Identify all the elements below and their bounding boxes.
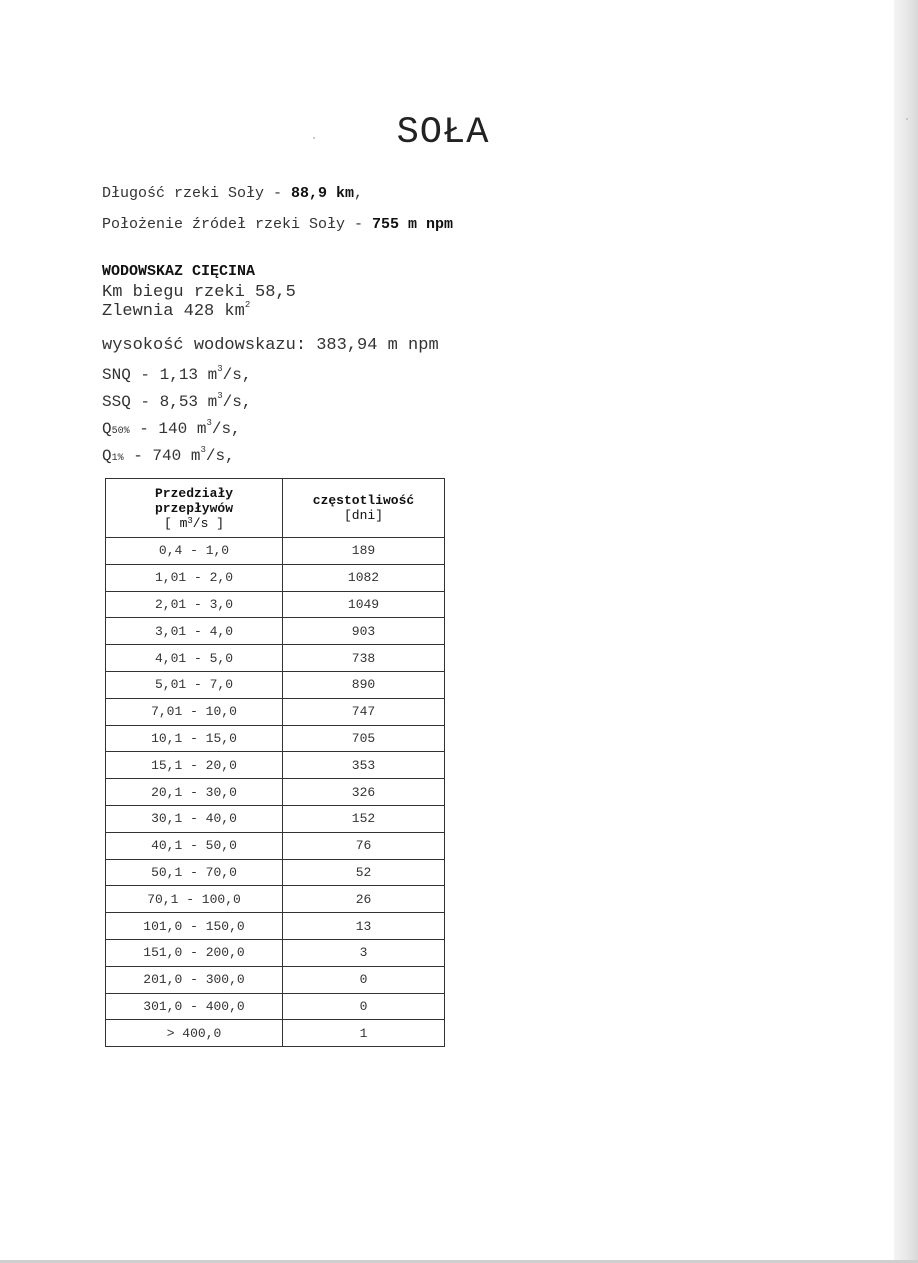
flow-name: Q bbox=[102, 447, 112, 465]
header-frequency bbox=[283, 479, 445, 538]
flow-range-cell: 70,1 - 100,0 bbox=[106, 886, 283, 913]
header-flow-ranges-line2: przepływów bbox=[154, 500, 233, 516]
frequency-cell: 326 bbox=[283, 779, 445, 806]
river-length-line bbox=[102, 185, 363, 202]
table-header-row bbox=[106, 479, 445, 538]
flow-frequency-table bbox=[105, 478, 445, 1047]
flow-line bbox=[102, 366, 251, 384]
flow-exponent: 3 bbox=[217, 364, 223, 374]
frequency-cell: 0 bbox=[283, 966, 445, 993]
flow-name: Q bbox=[102, 420, 112, 438]
header-frequency-line1: częstotliwość bbox=[312, 493, 415, 508]
frequency-cell: 1 bbox=[283, 1020, 445, 1047]
flow-subscript: 1% bbox=[111, 453, 124, 464]
flow-range-cell: 5,01 - 7,0 bbox=[106, 671, 283, 698]
flow-range-cell: 301,0 - 400,0 bbox=[106, 993, 283, 1020]
frequency-cell: 1049 bbox=[283, 591, 445, 618]
flow-range-cell: 101,0 - 150,0 bbox=[106, 913, 283, 940]
flow-range-cell: 50,1 - 70,0 bbox=[106, 859, 283, 886]
frequency-cell: 903 bbox=[283, 618, 445, 645]
header-flow-ranges-line1: Przedziały bbox=[154, 485, 233, 501]
source-elevation-line bbox=[102, 216, 453, 233]
flow-range-cell: 10,1 - 15,0 bbox=[106, 725, 283, 752]
flow-line bbox=[102, 447, 235, 465]
frequency-cell: 52 bbox=[283, 859, 445, 886]
table-row bbox=[106, 564, 445, 591]
table-row bbox=[106, 725, 445, 752]
table-row bbox=[106, 886, 445, 913]
frequency-cell: 152 bbox=[283, 805, 445, 832]
flow-range-cell: 2,01 - 3,0 bbox=[106, 591, 283, 618]
table-row bbox=[106, 752, 445, 779]
station-name: WODOWSKAZ CIĘCINA bbox=[102, 263, 256, 280]
page-title: SOŁA bbox=[396, 112, 490, 154]
frequency-cell: 76 bbox=[283, 832, 445, 859]
flow-range-cell: 15,1 - 20,0 bbox=[106, 752, 283, 779]
frequency-cell: 747 bbox=[283, 698, 445, 725]
flow-range-cell: 1,01 - 2,0 bbox=[106, 564, 283, 591]
flow-line bbox=[102, 420, 241, 438]
river-length-label: Długość rzeki Soły - bbox=[102, 185, 292, 202]
flow-name: SNQ bbox=[102, 366, 131, 384]
flow-exponent: 3 bbox=[206, 418, 212, 428]
table-row bbox=[106, 645, 445, 672]
unit-post: /s ] bbox=[192, 515, 225, 531]
river-length-suffix: , bbox=[354, 185, 364, 202]
frequency-cell: 3 bbox=[283, 939, 445, 966]
source-elevation-value: 755 m npm bbox=[372, 216, 454, 233]
frequency-cell: 26 bbox=[283, 886, 445, 913]
flow-unit: /s, bbox=[222, 393, 252, 411]
table-row bbox=[106, 698, 445, 725]
table-row bbox=[106, 538, 445, 565]
header-frequency-unit: [dni] bbox=[343, 508, 383, 523]
table-body bbox=[106, 538, 445, 1047]
river-km: Km biegu rzeki 58,5 bbox=[102, 283, 296, 302]
table-row bbox=[106, 671, 445, 698]
table-row bbox=[106, 832, 445, 859]
flow-value: - 140 m bbox=[129, 420, 207, 438]
flow-value: - 1,13 m bbox=[130, 366, 218, 384]
header-flow-ranges bbox=[106, 479, 283, 538]
river-length-value: 88,9 km bbox=[291, 185, 355, 202]
frequency-cell: 13 bbox=[283, 913, 445, 940]
flow-range-cell: 7,01 - 10,0 bbox=[106, 698, 283, 725]
flow-range-cell: 4,01 - 5,0 bbox=[106, 645, 283, 672]
table-row bbox=[106, 939, 445, 966]
catchment-exponent: 2 bbox=[244, 300, 251, 310]
unit-pre: [ m bbox=[163, 515, 188, 531]
flow-name: SSQ bbox=[102, 393, 131, 411]
table-row bbox=[106, 993, 445, 1020]
frequency-cell: 705 bbox=[283, 725, 445, 752]
flow-exponent: 3 bbox=[200, 445, 206, 455]
table-row bbox=[106, 966, 445, 993]
frequency-cell: 189 bbox=[283, 538, 445, 565]
source-elevation-label: Położenie źródeł rzeki Soły - bbox=[102, 216, 373, 233]
flow-unit: /s, bbox=[211, 420, 241, 438]
table-row bbox=[106, 591, 445, 618]
flow-unit: /s, bbox=[222, 366, 252, 384]
flow-line bbox=[102, 393, 251, 411]
flow-range-cell: 151,0 - 200,0 bbox=[106, 939, 283, 966]
flow-value: - 740 m bbox=[123, 447, 201, 465]
frequency-cell: 1082 bbox=[283, 564, 445, 591]
flow-value: - 8,53 m bbox=[130, 393, 218, 411]
scan-edge-right bbox=[894, 0, 918, 1263]
frequency-cell: 0 bbox=[283, 993, 445, 1020]
flow-range-cell: 30,1 - 40,0 bbox=[106, 805, 283, 832]
scan-speck bbox=[906, 118, 908, 120]
flow-range-cell: > 400,0 bbox=[106, 1020, 283, 1047]
flow-range-cell: 40,1 - 50,0 bbox=[106, 832, 283, 859]
catchment-area bbox=[102, 302, 250, 321]
flow-range-cell: 3,01 - 4,0 bbox=[106, 618, 283, 645]
table-row bbox=[106, 859, 445, 886]
table-row bbox=[106, 618, 445, 645]
frequency-cell: 738 bbox=[283, 645, 445, 672]
table-row bbox=[106, 805, 445, 832]
flow-range-cell: 0,4 - 1,0 bbox=[106, 538, 283, 565]
table-row bbox=[106, 913, 445, 940]
table-row bbox=[106, 1020, 445, 1047]
flow-unit: /s, bbox=[205, 447, 235, 465]
flow-exponent: 3 bbox=[217, 391, 223, 401]
unit-exponent: 3 bbox=[187, 515, 193, 526]
flow-range-cell: 20,1 - 30,0 bbox=[106, 779, 283, 806]
flow-subscript: 50% bbox=[111, 426, 130, 437]
catchment-label: Zlewnia 428 km bbox=[102, 302, 245, 321]
frequency-cell: 353 bbox=[283, 752, 445, 779]
gauge-height: wysokość wodowskazu: 383,94 m npm bbox=[102, 336, 439, 355]
table-row bbox=[106, 779, 445, 806]
header-flow-ranges-unit bbox=[106, 516, 282, 531]
frequency-cell: 890 bbox=[283, 671, 445, 698]
flow-range-cell: 201,0 - 300,0 bbox=[106, 966, 283, 993]
